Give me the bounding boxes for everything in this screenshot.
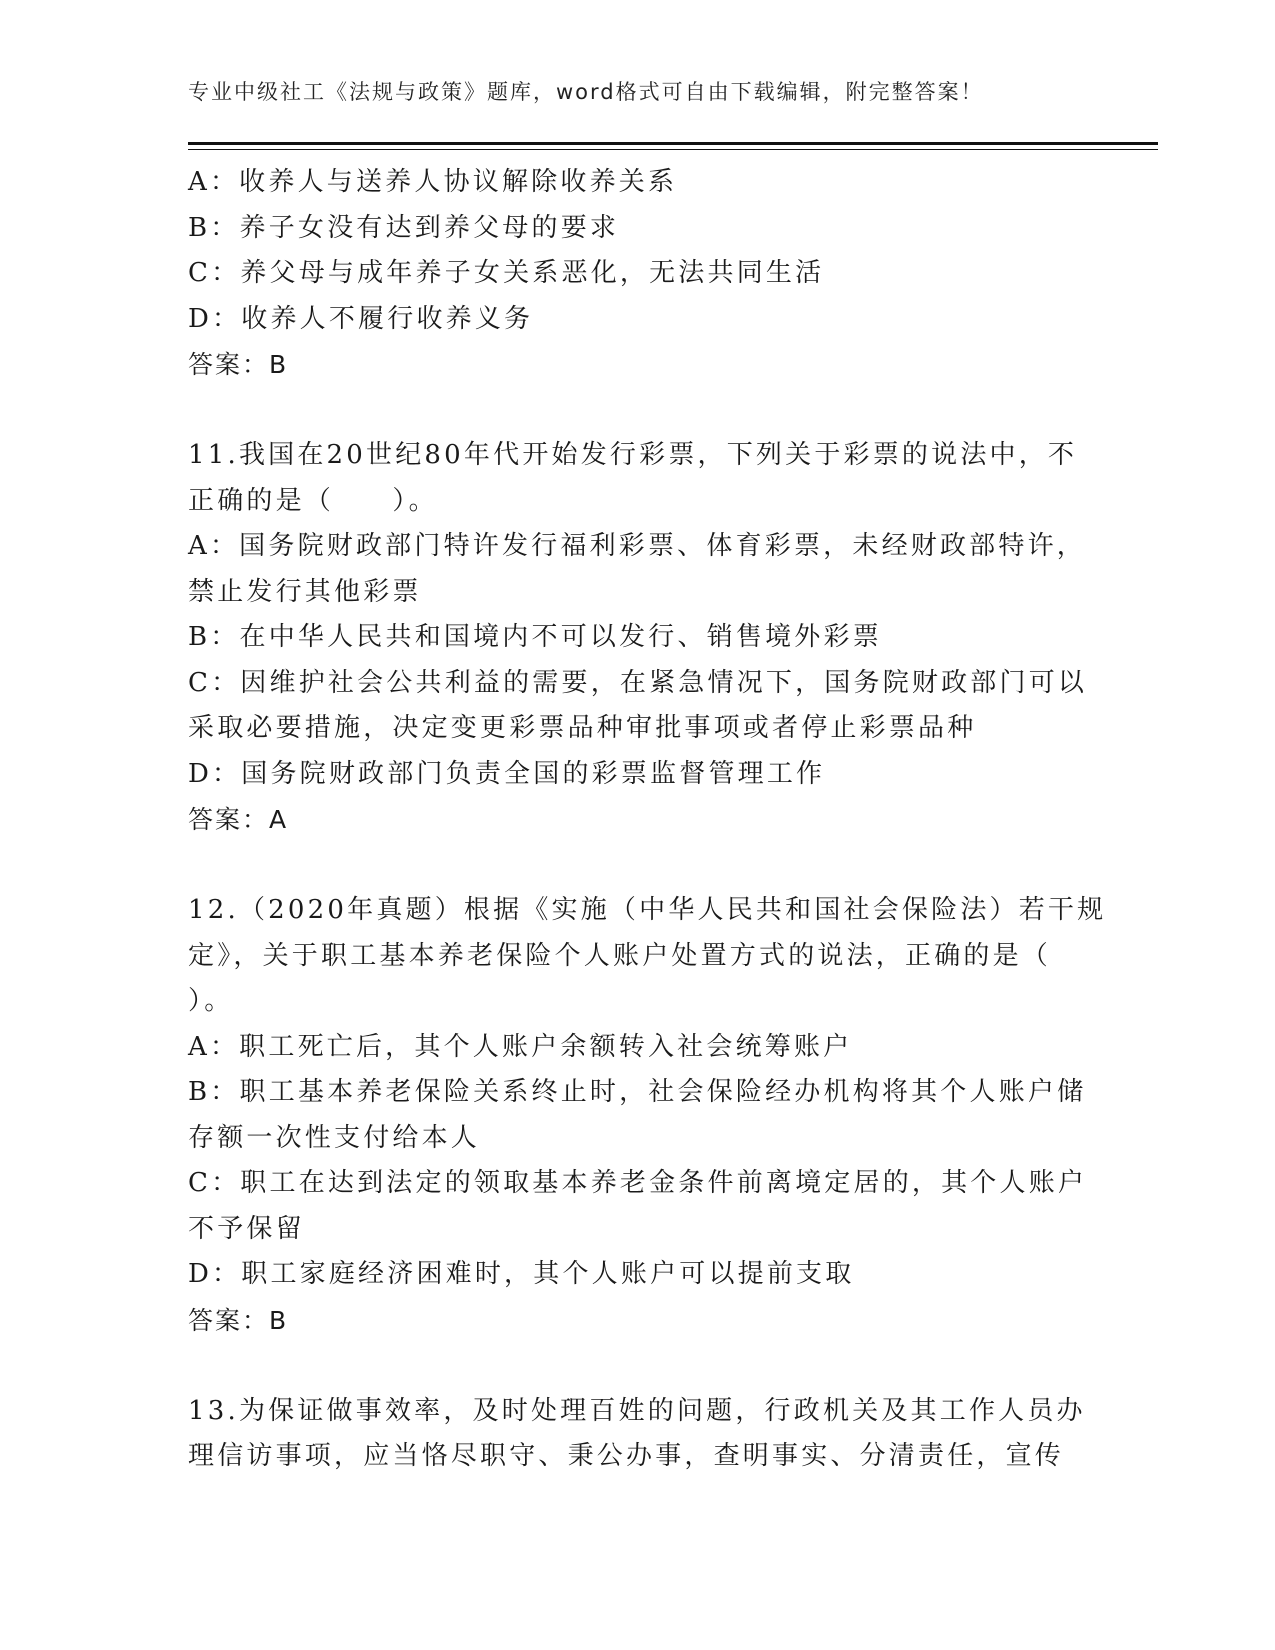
option-c: C：职工在达到法定的领取基本养老金条件前离境定居的，其个人账户 <box>188 1168 1088 1198</box>
option-c: C：养父母与成年养子女关系恶化，无法共同生活 <box>188 258 825 288</box>
option-a: A：收养人与送养人协议解除收养关系 <box>188 167 678 197</box>
question-stem: 正确的是（ ）。 <box>188 485 438 516</box>
answer: 答案：B <box>188 350 289 379</box>
answer: 答案：B <box>188 1305 289 1335</box>
question-stem: ）。 <box>188 986 234 1016</box>
question-stem: 理信访事项，应当恪尽职守、秉公办事，查明事实、分清责任，宣传 <box>188 1441 1065 1471</box>
option-b-cont: 存额一次性支付给本人 <box>188 1122 481 1153</box>
question-13 <box>188 1389 1088 1480</box>
question-stem: 12.（2020年真题）根据《实施（中华人民共和国社会保险法）若干规 <box>188 895 1107 925</box>
option-b: B：养子女没有达到养父母的要求 <box>188 212 620 243</box>
question-stem: 定》，关于职工基本养老保险个人账户处置方式的说法，正确的是（ <box>188 940 1052 971</box>
option-b: B：在中华人民共和国境内不可以发行、销售境外彩票 <box>188 622 882 652</box>
question-stem: 13.为保证做事效率，及时处理百姓的问题，行政机关及其工作人员办 <box>188 1395 1086 1426</box>
option-a-cont: 禁止发行其他彩票 <box>188 576 422 607</box>
header-rule-thin <box>188 149 1158 150</box>
option-d: D：职工家庭经济困难时，其个人账户可以提前支取 <box>188 1259 855 1289</box>
spacer <box>188 388 1088 434</box>
document-body <box>188 160 1107 1480</box>
question-10 <box>188 160 1088 388</box>
option-d: D：收养人不履行收养义务 <box>188 303 534 334</box>
option-b: B：职工基本养老保险关系终止时，社会保险经办机构将其个人账户储 <box>188 1077 1087 1107</box>
option-c: C：因维护社会公共利益的需要，在紧急情况下，国务院财政部门可以 <box>188 667 1088 698</box>
option-c-cont: 采取必要措施，决定变更彩票品种审批事项或者停止彩票品种 <box>188 713 977 743</box>
answer: 答案：A <box>188 805 289 834</box>
option-c-cont: 不予保留 <box>188 1213 305 1244</box>
question-11 <box>188 433 1088 843</box>
option-a: A：职工死亡后，其个人账户余额转入社会统筹账户 <box>188 1031 853 1062</box>
spacer <box>188 1343 1088 1389</box>
question-stem: 11.我国在20世纪80年代开始发行彩票，下列关于彩票的说法中，不 <box>188 440 1078 470</box>
page-header: 专业中级社工《法规与政策》题库，word格式可自由下载编辑，附完整答案！ <box>188 80 984 104</box>
header-rule-thick <box>188 142 1158 145</box>
question-12 <box>188 888 1107 1343</box>
option-d: D：国务院财政部门负责全国的彩票监督管理工作 <box>188 758 826 789</box>
spacer <box>188 843 1088 889</box>
option-a: A：国务院财政部门特许发行福利彩票、体育彩票，未经财政部特许， <box>188 531 1086 561</box>
